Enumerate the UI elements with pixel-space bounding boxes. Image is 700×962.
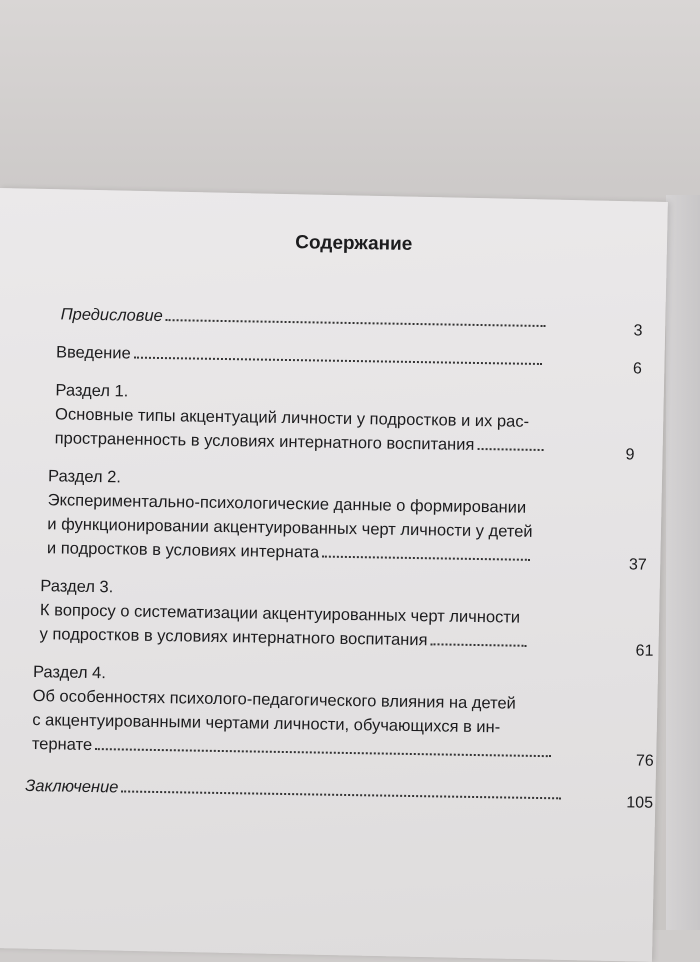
toc-entry-title: Заключение xyxy=(25,776,119,797)
page-stack-edge xyxy=(666,195,700,930)
page-number: 61 xyxy=(635,642,654,660)
dot-leader xyxy=(134,357,542,365)
toc-entry-line: Основные типы акцентуаций личности у подростков и их рас- xyxy=(54,405,530,431)
toc-entry-preface xyxy=(60,302,643,340)
toc-entry-line: тернате xyxy=(31,735,93,754)
toc-entry-section-2 xyxy=(46,464,648,574)
dot-leader xyxy=(322,556,530,561)
page-title: Содержание xyxy=(295,232,413,255)
page-number: 3 xyxy=(633,322,643,340)
toc-entry-line: у подростков в условиях интернатного воспитания xyxy=(39,625,428,650)
dot-leader xyxy=(430,643,526,647)
section-heading: Раздел 2. xyxy=(47,467,122,487)
toc-entry-conclusion xyxy=(25,774,654,812)
page-number: 6 xyxy=(632,360,642,378)
dot-leader xyxy=(477,448,543,451)
section-heading: Раздел 1. xyxy=(55,381,129,401)
dot-leader xyxy=(166,319,546,327)
toc-entry-line: и подростков в условиях интерната xyxy=(46,539,320,562)
toc-entry-title: Предисловие xyxy=(60,305,163,326)
toc-entry-line: пространенность в условиях интернатного воспитания xyxy=(54,429,475,454)
section-heading: Раздел 4. xyxy=(32,663,107,683)
page-number: 76 xyxy=(635,752,654,770)
toc-entry-title: Введение xyxy=(55,343,131,363)
toc-entry-line: Об особенностях психолого-педагогического влияния на детей xyxy=(32,687,516,713)
dot-leader xyxy=(121,790,561,799)
page-number: 37 xyxy=(628,556,647,574)
toc-entry-line: Экспериментально-психологические данные о формировании xyxy=(47,491,527,517)
toc-entry-introduction xyxy=(55,340,642,378)
page-number: 105 xyxy=(626,794,654,812)
toc-entry-line: и функционировании акцентуированных черт личности у детей xyxy=(47,515,533,541)
toc-entry-section-3 xyxy=(39,574,654,660)
toc-entry-line: К вопросу о систематизации акцентуированных черт личности xyxy=(39,601,521,627)
toc-entry-section-4 xyxy=(31,660,655,770)
toc-entry-line: с акцентуированными чертами личности, обучающихся в ин- xyxy=(32,711,501,737)
dot-leader xyxy=(95,748,551,757)
page-number: 9 xyxy=(625,446,635,464)
table-of-contents xyxy=(25,228,654,822)
section-heading: Раздел 3. xyxy=(40,577,114,597)
toc-entry-section-1 xyxy=(54,378,636,464)
